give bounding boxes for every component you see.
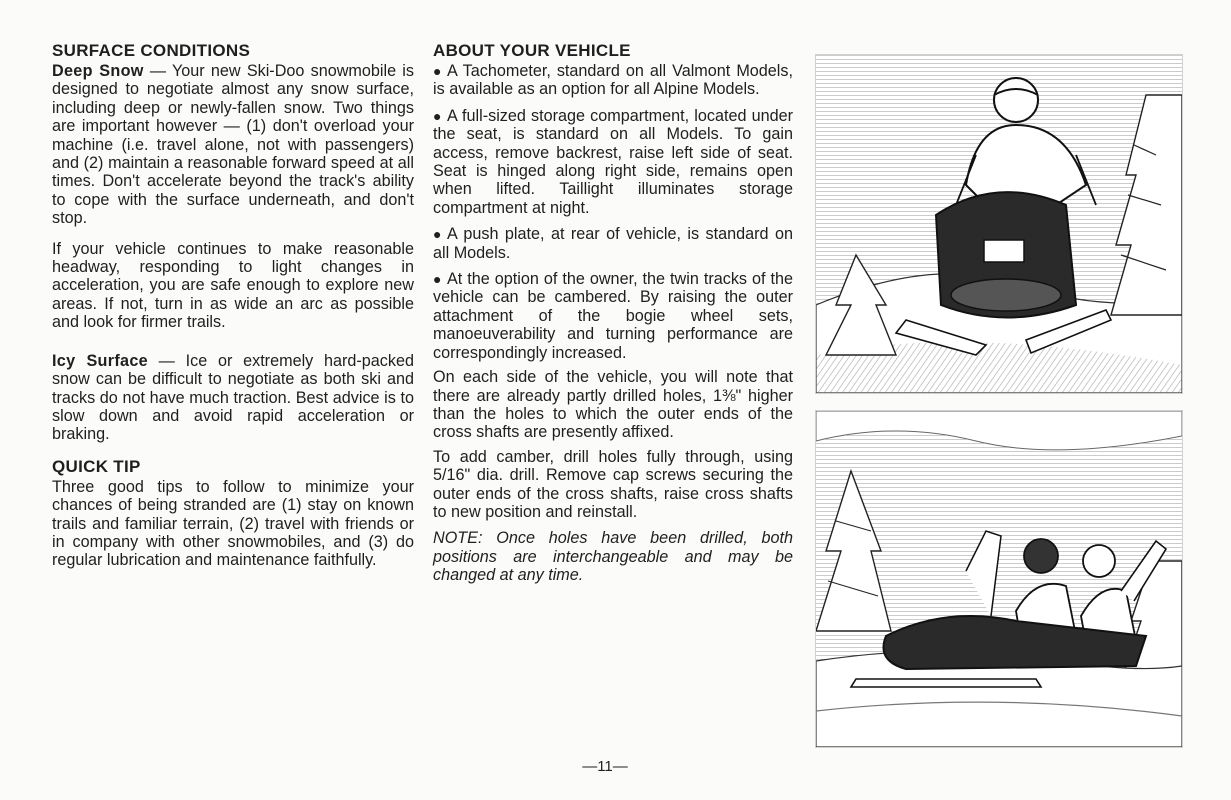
surface-conditions-heading: SURFACE CONDITIONS [52, 41, 251, 60]
middle-column [433, 40, 793, 585]
deep-snow-text: — Your new Ski-Doo snowmobile is designed to negotiate almost any snow surface, including deep or newly-fallen snow. Two things are important however — (1) don't overload your machine (i.e. travel alone, not with passengers) and (2) maintain a reasonable forward speed at all times. Don't accelerate beyond the track's ability to cope with the surface underneath, and don't stop. [52, 62, 414, 228]
headway-paragraph: If your vehicle continues to make reasonable headway, responding to light changes in acceleration, you are safe enough to explore new areas. If not, turn in as wide an arc as possible and look for firmer trails. [52, 239, 414, 332]
bullet-icon: ● [433, 271, 442, 288]
left-column [52, 40, 414, 570]
page-number: —11— [582, 758, 628, 775]
snowmobile-rider-illustration [815, 54, 1183, 394]
bullet-icon: ● [433, 63, 442, 79]
note-paragraph: NOTE: Once holes have been drilled, both positions are interchangeable and may be changed at any time. [433, 529, 793, 585]
about-vehicle-heading: ABOUT YOUR VEHICLE [433, 41, 631, 60]
icy-surface-lead: Icy Surface [52, 351, 148, 370]
bullet-icon: ● [433, 107, 442, 124]
bullet-item: ● At the option of the owner, the twin tracks of the vehicle can be cambered. By raising the outer attachment of the bogie wheel sets, manoeuverability and turning performance are correspondingly increased. [433, 270, 793, 362]
camber-paragraph: To add camber, drill holes fully through, using 5/16" dia. drill. Remove cap screws securing the outer ends of the cross shafts, raise cross shafts to new position and reinstall. [433, 447, 793, 521]
deep-snow-lead: Deep Snow [52, 62, 144, 80]
holes-paragraph: On each side of the vehicle, you will note that there are already partly drilled holes, 1⅜" higher than the holes to which the outer ends of the cross shafts are presently affixed. [433, 368, 793, 442]
icy-surface-text: — Ice or extremely hard-packed snow can be difficult to negotiate as both ski and tracks do not have much traction. Best advice is to slow down and avoid rapid acceleration or braking. [52, 351, 414, 444]
bullet-item: ● A push plate, at rear of vehicle, is standard on all Models. [433, 225, 793, 262]
quick-tip-paragraph: Three good tips to follow to minimize your chances of being stranded are (1) stay on known trails and familiar terrain, (2) travel with friends or in company with other snowmobiles, and (3) do regular lubrication and maintenance faithfully. [52, 477, 414, 570]
deep-snow-paragraph [52, 62, 414, 228]
quick-tip-heading: QUICK TIP [52, 456, 141, 476]
snowmobile-passengers-illustration [815, 410, 1183, 748]
icy-surface-paragraph [52, 352, 414, 444]
bullet-item: ● A full-sized storage compartment, located under the seat, is standard on all Models. To gain access, remove backrest, raise left side of seat. Seat is hinged along right side, remains open when lifted. Taillight illuminates storage compartment at night. [433, 106, 793, 217]
bullet-icon: ● [433, 226, 442, 243]
bullet-item: ● A Tachometer, standard on all Valmont Models, is available as an option for all Alpine Models. [433, 62, 793, 99]
